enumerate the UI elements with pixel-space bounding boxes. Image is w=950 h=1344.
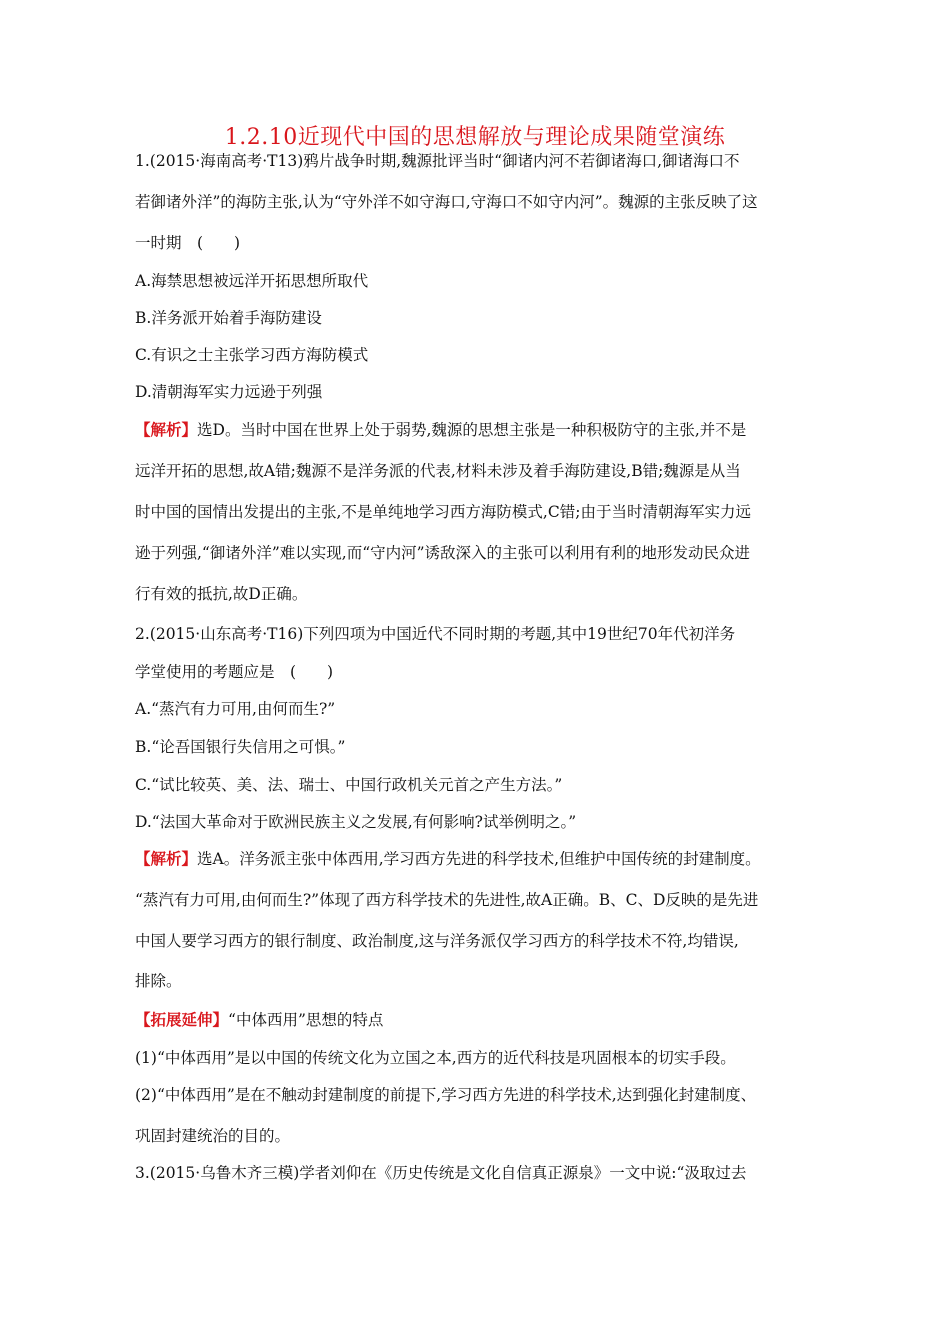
extension-tag: 【拓展延伸】 [135,1010,229,1029]
q2-option-c: C.“试比较英、美、法、瑞士、中国行政机关元首之产生方法。” [135,776,563,794]
analysis-tag: 【解析】 [135,849,198,868]
extension-line: (1)“中体西用”是以中国的传统文化为立国之本,西方的近代科技是巩固根本的切实手段。 [135,1049,736,1067]
q1-stem-line: 1.(2015·海南高考·T13)鸦片战争时期,魏源批评当时“御诸内河不若御诸海口,御诸海口不 [135,152,740,170]
extension-title: “中体西用”思想的特点 [228,1011,384,1029]
q1-analysis-line: 远洋开拓的思想,故A错;魏源不是洋务派的代表,材料未涉及着手海防建设,B错;魏源是从当 [135,462,741,480]
q2-analysis-line: 排除。 [135,972,182,990]
analysis-text: 选D。当时中国在世界上处于弱势,魏源的思想主张是一种积极防守的主张,并不是 [197,421,747,439]
q2-option-b: B.“论吾国银行失信用之可惧。” [135,738,346,756]
q2-option-d: D.“法国大革命对于欧洲民族主义之发展,有何影响?试举例明之。” [135,813,577,831]
q1-option-d: D.清朝海军实力远逊于列强 [135,383,323,401]
extension-line: 巩固封建统治的目的。 [135,1127,291,1145]
q1-option-c: C.有识之士主张学习西方海防模式 [135,346,369,364]
q2-analysis-line [135,849,761,869]
extension-line: (2)“中体西用”是在不触动封建制度的前提下,学习西方先进的科学技术,达到强化封建制度、 [135,1086,757,1104]
q1-analysis-line [135,420,746,440]
q2-option-a: A.“蒸汽有力可用,由何而生?” [135,700,336,718]
q1-option-b: B.洋务派开始着手海防建设 [135,309,322,327]
q1-analysis-line: 逊于列强,“御诸外洋”难以实现,而“守内河”诱敌深入的主张可以利用有利的地形发动民众进 [135,544,751,562]
q1-option-a: A.海禁思想被远洋开拓思想所取代 [135,272,369,290]
q3-stem-line: 3.(2015·乌鲁木齐三模)学者刘仰在《历史传统是文化自信真正源泉》一文中说:“汲取过去 [135,1164,747,1182]
q2-stem-line: 2.(2015·山东高考·T16)下列四项为中国近代不同时期的考题,其中19世纪70年代初洋务 [135,625,736,643]
analysis-tag: 【解析】 [135,420,198,439]
q1-analysis-line: 行有效的抵抗,故D正确。 [135,585,308,603]
q2-analysis-line: “蒸汽有力可用,由何而生?”体现了西方科学技术的先进性,故A正确。B、C、D反映的是先进 [135,891,759,909]
q1-stem-line: 若御诸外洋”的海防主张,认为“守外洋不如守海口,守海口不如守内河”。魏源的主张反映了这 [135,193,758,211]
q2-stem-line: 学堂使用的考题应是 ( ) [135,663,334,681]
analysis-text: 选A。洋务派主张中体西用,学习西方先进的科学技术,但维护中国传统的封建制度。 [197,850,761,868]
extension-heading [135,1010,383,1030]
q1-analysis-line: 时中国的国情出发提出的主张,不是单纯地学习西方海防模式,C错;由于当时清朝海军实力远 [135,503,751,521]
q1-stem-line: 一时期 ( ) [135,234,241,252]
page-title: 1.2.10近现代中国的思想解放与理论成果随堂演练 [224,125,726,150]
q2-analysis-line: 中国人要学习西方的银行制度、政治制度,这与洋务派仅学习西方的科学技术不符,均错误, [135,932,739,950]
